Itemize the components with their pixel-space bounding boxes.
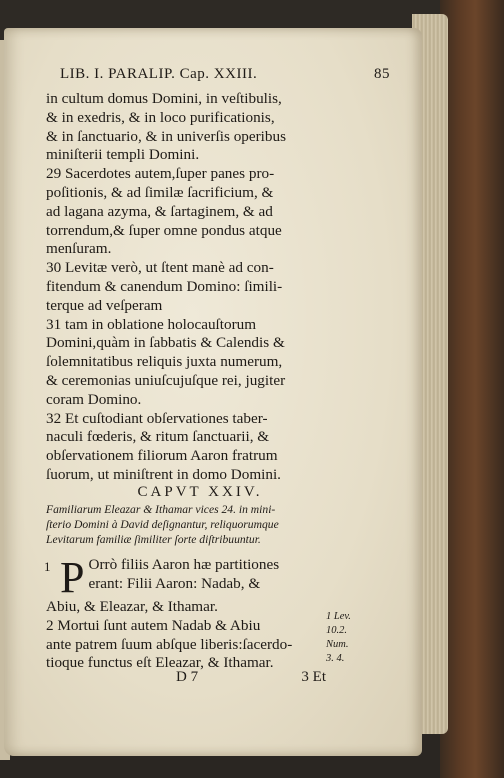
text-line: ſolemnitatibus reliquis juxta numerum, xyxy=(46,353,283,371)
running-head xyxy=(60,66,390,83)
chapter-body xyxy=(44,553,322,673)
text-line: Orrò filiis Aaron hæ partitiones xyxy=(88,556,280,573)
text-line: ad lagana azyma, & ſartaginem, & ad xyxy=(46,202,273,220)
text-line: in cultum domus Domini, in veſtibulis, xyxy=(46,90,282,107)
text-line: ante patrem ſuum abſque liberis:ſacerdo- xyxy=(46,635,293,653)
text-line: coram Domino. xyxy=(46,390,142,408)
book-cover-edge xyxy=(440,0,504,778)
text-line: Domini,quàm in ſabbatis & Calendis & xyxy=(46,334,285,352)
text-line: torrendum,& ſuper omne pondus atque xyxy=(46,221,282,239)
text-line: naculi fœderis, & ritum ſanctuarii, & xyxy=(46,428,270,446)
drop-capital: P xyxy=(60,553,85,602)
text-line: miniſterii templi Domini. xyxy=(46,146,200,164)
text-line: 30 Levitæ verò, ut ſtent manè ad con- xyxy=(46,259,274,277)
text-line: fitendum & canendum Domino: ſimili- xyxy=(46,277,283,295)
chapter-title: CAPVT XXIV. xyxy=(137,484,263,500)
text-line: obſervationem filiorum Aaron fratrum xyxy=(46,447,278,465)
body-text xyxy=(46,90,322,485)
text-line: & ceremonias uniuſcujuſque rei, jugiter xyxy=(46,371,286,389)
margin-note xyxy=(326,610,366,666)
text-line: terque ad veſperam xyxy=(46,296,163,314)
text-line: menſuram. xyxy=(46,240,112,258)
summary-line: Levitarum familiæ ſimiliter ſorte diſtribuuntur. xyxy=(46,533,261,546)
text-line: ſuorum, ut miniſtrent in domo Domini. xyxy=(46,465,281,483)
chapter-summary xyxy=(46,502,326,547)
text-line: 29 Sacerdotes autem,ſuper panes pro- xyxy=(46,165,275,183)
catchword: 3 Et xyxy=(301,669,326,685)
text-line: tioque functus eſt Eleazar, & Ithamar. xyxy=(46,654,274,672)
running-head-title: LIB. I. PARALIP. Cap. XXIII. xyxy=(60,66,258,82)
summary-line: Familiarum Eleazar & Ithamar vices 24. in mini- xyxy=(46,503,276,516)
summary-line: ſterio Domini à David deſignantur, reliquorumque xyxy=(46,518,279,531)
signature-mark: D 7 xyxy=(176,669,199,685)
text-line: & in ſanctuario, & in univerſis operibus xyxy=(46,127,287,145)
page-number: 85 xyxy=(374,66,390,82)
text-line: Abiu, & Eleazar, & Ithamar. xyxy=(46,598,218,615)
text-line: 2 Mortui ſunt autem Nadab & Abiu xyxy=(46,616,261,634)
margin-note-line: Num. xyxy=(326,639,349,650)
text-line: & in exedris, & in loco purificationis, xyxy=(46,108,275,126)
text-line: erant: Filii Aaron: Nadab, & xyxy=(88,574,261,592)
margin-note-line: 3. 4. xyxy=(326,653,345,664)
margin-note-line: 1 Lev. xyxy=(326,611,351,622)
margin-note-line: 10.2. xyxy=(326,625,347,636)
text-line: poſitionis, & ad ſimilæ ſacrificium, & xyxy=(46,183,274,201)
verse-number: 1 xyxy=(44,559,51,574)
page-footer xyxy=(176,669,326,686)
text-line: 31 tam in oblatione holocauſtorum xyxy=(46,315,257,333)
text-line: 32 Et cuſtodiant obſervationes taber- xyxy=(46,409,268,427)
